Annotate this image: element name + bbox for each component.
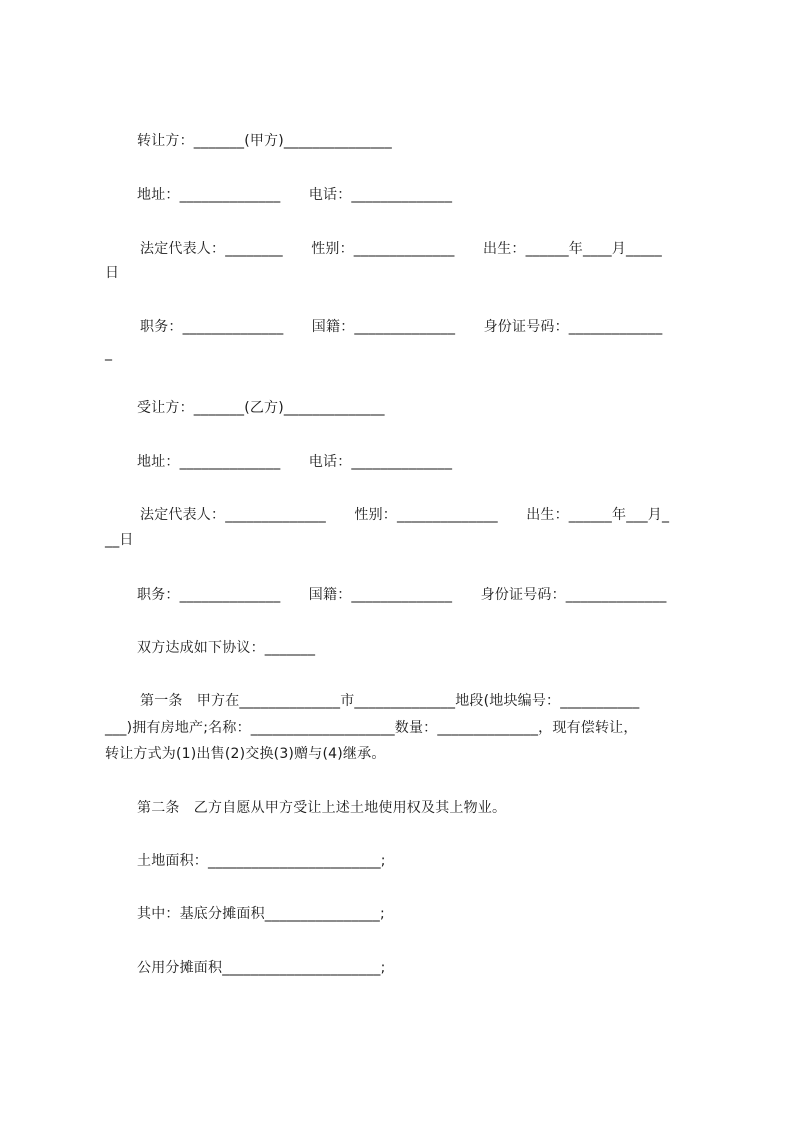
public-shared-area-line: 公用分摊面积______________________;	[137, 960, 386, 976]
transferor-id-continuation: _	[105, 345, 113, 361]
transferee-line: 受让方：_______(乙方)______________	[137, 400, 385, 416]
transferor-address-phone-line: 地址：______________ 电话：______________	[137, 187, 453, 203]
article-two-line: 第二条 乙方自愿从甲方受让上述土地使用权及其上物业。	[137, 800, 507, 816]
transferor-id-line: 职务：______________ 国籍：______________ 身份证号码：_____________	[140, 319, 663, 335]
transferee-birth-day-line: __日	[105, 532, 134, 548]
article-one-line-1: 第一条 甲方在______________市______________地段(地块编号：___________	[140, 693, 640, 709]
transferee-representative-line: 法定代表人：______________ 性别：______________ 出生：______年___月_	[140, 507, 670, 523]
transferee-address-phone-line: 地址：______________ 电话：______________	[137, 454, 453, 470]
transferor-birth-day-line: 日	[105, 265, 120, 281]
base-shared-area-line: 其中：基底分摊面积________________;	[137, 906, 385, 922]
agreement-intro-line: 双方达成如下协议：_______	[137, 640, 316, 656]
transferor-line: 转让方：_______(甲方)_______________	[137, 133, 392, 149]
transferee-id-line: 职务：______________ 国籍：______________ 身份证号码：______________	[137, 587, 667, 603]
transferor-representative-line: 法定代表人：________ 性别：______________ 出生：______年____月_____	[140, 241, 662, 257]
land-area-line: 土地面积：________________________;	[137, 853, 386, 869]
article-one-line-2: ___)拥有房地产;名称：____________________数量：______________，现有偿转让，	[105, 720, 638, 736]
article-one-line-3: 转让方式为(1)出售(2)交换(3)赠与(4)继承。	[105, 746, 386, 762]
